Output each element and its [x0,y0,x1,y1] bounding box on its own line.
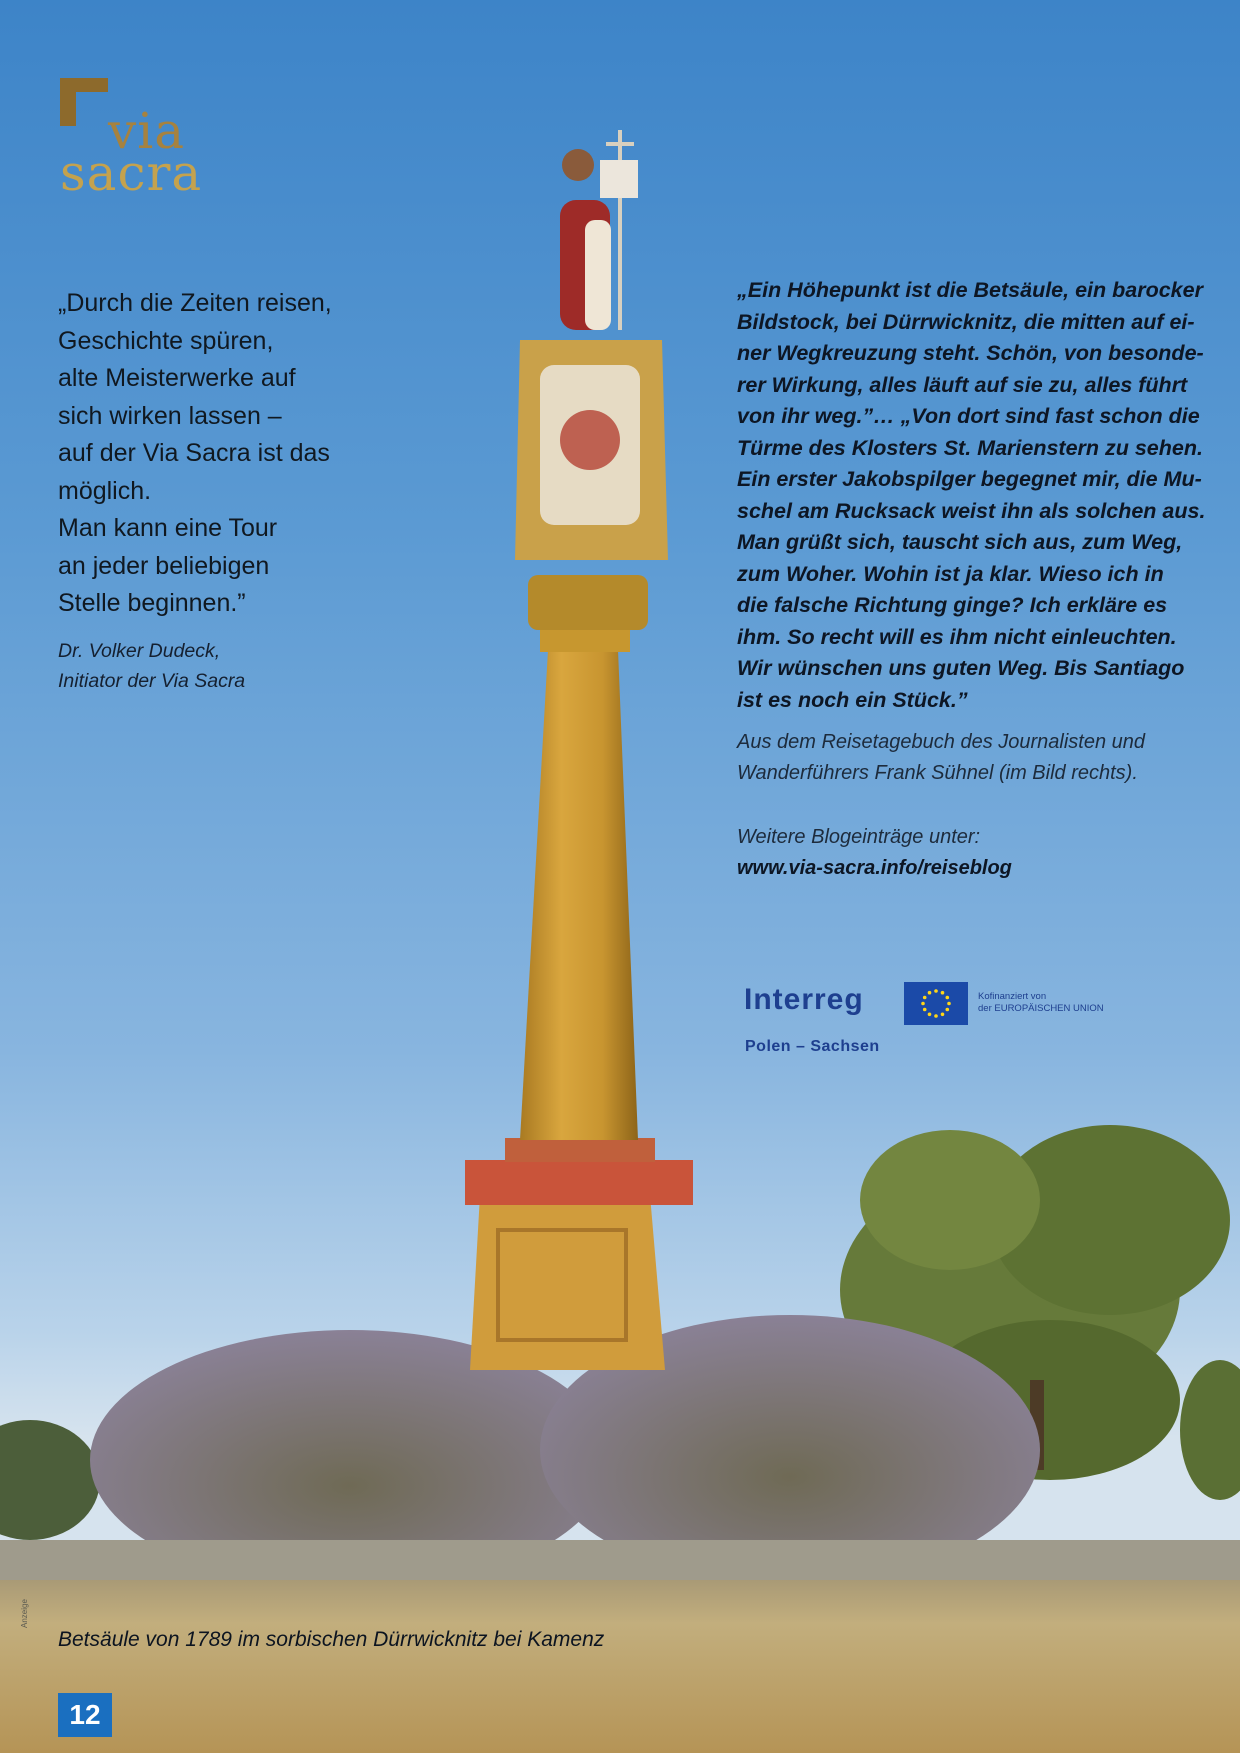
blog-quote-line: rer Wirkung, alles läuft auf sie zu, alles führt [737,372,1188,397]
eu-line: Kofinanziert von [978,991,1047,1002]
more-entries [737,822,1177,884]
eu-line: der EUROPÄISCHEN UNION [978,1003,1104,1014]
blog-quote-line: ist es noch ein Stück.” [737,687,968,712]
blog-quote [737,275,1206,716]
blog-quote-line: von ihr weg.”… „Von dort sind fast schon die [737,404,1200,428]
interreg-region: Polen – Sachsen [745,1038,880,1055]
eu-flag-icon [904,982,968,1025]
quote-line: an jeder beliebigen [58,551,270,580]
blog-quote-line: Bildstock, bei Dürrwicknitz, die mitten auf ei- [737,309,1195,334]
saint-statue [560,130,638,330]
author-role: Initiator der Via Sacra [58,670,246,692]
blog-quote-line: Ein erster Jakobspilger begegnet mir, die Mu- [737,467,1202,491]
source-line: Wanderführers Frank Sühnel (im Bild rechts). [737,762,1138,784]
blog-quote-line: schel am Rucksack weist ihn als solchen aus. [737,498,1206,523]
intro-quote [58,285,348,623]
blog-quote-line: die falsche Richtung ginge? Ich erkläre es [737,593,1168,617]
blog-quote-line: ihm. So recht will es ihm nicht einleuchten. [737,624,1177,649]
quote-line: „Durch die Zeiten reisen, [58,289,332,317]
column-capital [528,575,648,630]
quote-author [58,636,328,696]
quote-line: Geschichte spüren, [58,326,274,355]
blog-quote-line: zum Woher. Wohin ist ja klar. Wieso ich in [737,561,1164,586]
blog-quote-line: ner Wegkreuzung steht. Schön, von besonde- [737,341,1204,365]
via-sacra-logo [60,78,260,208]
blog-quote-line: „Ein Höhepunkt ist die Betsäule, ein barocker [737,278,1203,302]
quote-line: auf der Via Sacra ist das [58,439,330,467]
photo-caption: Betsäule von 1789 im sorbischen Dürrwicknitz bei Kamenz [58,1628,605,1651]
logo-mark-icon [60,78,108,126]
page-number: 12 [58,1693,112,1737]
logo-sacra-text: sacra [60,144,203,202]
logo-via-text: via [108,102,186,160]
quote-line: alte Meisterwerke auf [58,364,296,392]
advertisement-label: Anzeige [20,1599,29,1628]
author-name: Dr. Volker Dudeck, [58,640,221,662]
interreg-logo [740,975,1140,1065]
more-label: Weitere Blogeinträge unter: [737,826,981,848]
column-cornice [465,1160,693,1205]
quote-line: möglich. [58,476,152,505]
quote-line: Man kann eine Tour [58,514,278,542]
blog-quote-line: Türme des Klosters St. Marienstern zu sehen. [737,435,1203,460]
blog-quote-line: Man grüßt sich, tauscht sich aus, zum Weg, [737,530,1183,554]
quote-line: sich wirken lassen – [58,401,282,430]
eu-cofinanced-text [978,991,1104,1015]
interreg-brand: Interreg [744,983,864,1016]
blog-quote-line: Wir wünschen uns guten Weg. Bis Santiago [737,656,1185,680]
quote-line: Stelle beginnen.” [58,589,246,617]
field [0,1580,1240,1753]
source-line: Aus dem Reisetagebuch des Journalisten und [737,731,1146,753]
tree-left [0,1420,100,1540]
reiseblog-link[interactable]: www.via-sacra.info/reiseblog [737,857,1012,879]
blog-source [737,727,1177,789]
column-shaft [520,650,638,1140]
